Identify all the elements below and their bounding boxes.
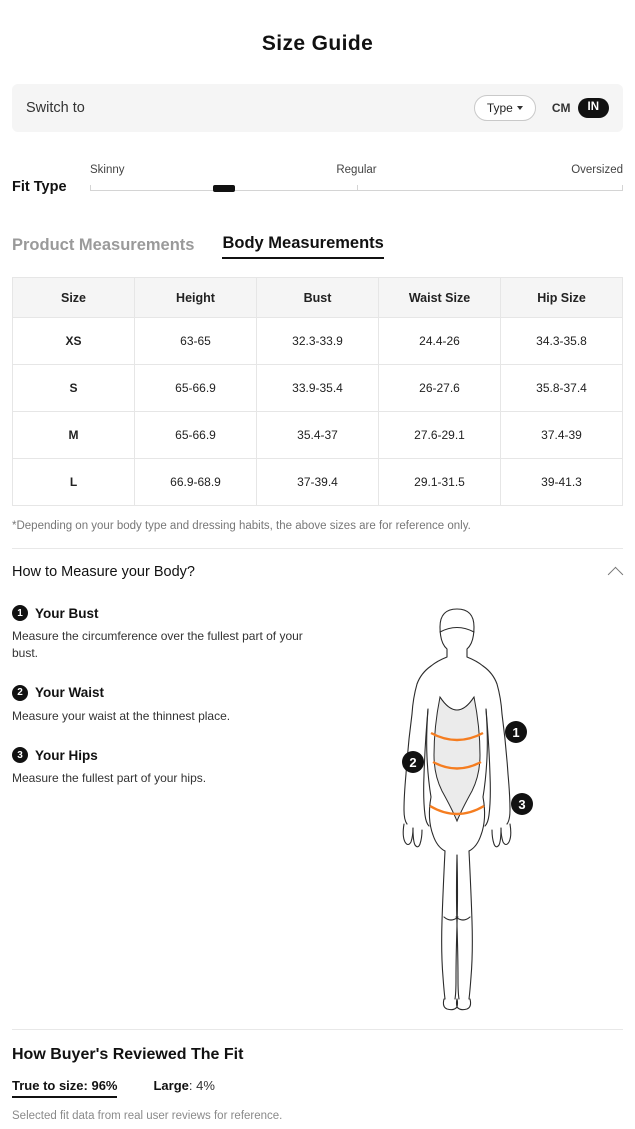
step-description: Measure the fullest part of your hips. [12,771,207,786]
col-hip: Hip Size [501,278,623,318]
review-large-label: Large [153,1078,189,1093]
step-title: Your Bust [35,605,99,621]
measure-step-waist [12,685,332,725]
measure-step-hips [12,747,332,787]
chevron-up-icon[interactable] [608,566,624,582]
measure-step-waist-head [12,685,332,701]
step-number-badge: 2 [12,685,28,701]
figure-marker-1 [505,721,527,743]
reviews-divider [12,1029,623,1030]
col-bust: Bust [257,278,379,318]
how-to-measure-steps [12,599,332,1019]
measurement-tabs [12,234,623,259]
fit-type-tick-regular: Regular [336,164,377,176]
cell-hip: 37.4-39 [501,412,623,459]
reviews-title: How Buyer's Reviewed The Fit [12,1046,244,1063]
body-figure [332,599,623,1019]
fit-type-tick-oversized: Oversized [571,164,623,176]
cell-height: 65-66.9 [135,412,257,459]
type-dropdown[interactable] [474,95,536,121]
reviews-fit-row [12,1078,623,1098]
step-title: Your Hips [35,747,98,763]
unit-toggle[interactable] [552,98,609,118]
step-description: Measure the circumference over the fullest part of your bust. [12,629,303,661]
measure-step-bust-head [12,605,332,621]
size-table [12,277,623,506]
how-to-measure-header[interactable] [12,549,623,595]
table-row [13,318,623,365]
cell-bust: 37-39.4 [257,459,379,506]
figure-marker-2 [402,751,424,773]
step-number-badge: 1 [12,605,28,621]
cell-size: XS [13,318,135,365]
female-body-diagram [332,599,622,1019]
figure-marker-3 [511,793,533,815]
table-header-row [13,278,623,318]
size-table-wrap [12,277,623,506]
fit-type-slider[interactable] [90,164,623,204]
fit-type-tick-skinny: Skinny [90,164,125,176]
cell-bust: 32.3-33.9 [257,318,379,365]
switch-to-bar [12,84,623,132]
review-large[interactable]: Large: 4% [153,1078,215,1093]
measure-step-bust [12,605,332,663]
col-waist: Waist Size [379,278,501,318]
cell-height: 66.9-68.9 [135,459,257,506]
how-to-measure-heading: How to Measure your Body? [12,564,195,580]
fit-type-notch-right [622,185,623,190]
cell-waist: 26-27.6 [379,365,501,412]
svg-text:2: 2 [409,755,417,770]
cell-waist: 29.1-31.5 [379,459,501,506]
cell-size: L [13,459,135,506]
svg-text:1: 1 [512,725,520,740]
step-description: Measure your waist at the thinnest place. [12,708,231,723]
switch-to-label: Switch to [26,100,85,116]
fit-type-notch-left [90,185,91,190]
cell-bust: 33.9-35.4 [257,365,379,412]
fit-type-track [90,190,623,191]
col-height: Height [135,278,257,318]
unit-in-option[interactable]: IN [578,98,610,118]
unit-cm-option[interactable]: CM [551,101,571,115]
table-row [13,412,623,459]
how-to-measure-body [12,599,623,1019]
cell-hip: 35.8-37.4 [501,365,623,412]
cell-height: 63-65 [135,318,257,365]
cell-waist: 24.4-26 [379,318,501,365]
step-number-badge: 3 [12,747,28,763]
page-title: Size Guide [261,32,374,55]
step-title: Your Waist [35,685,105,701]
tab-body-measurements[interactable]: Body Measurements [222,234,383,259]
tab-product-measurements[interactable]: Product Measurements [12,236,195,254]
review-true-to-size[interactable]: True to size: 96% [12,1078,117,1098]
cell-bust: 35.4-37 [257,412,379,459]
fit-type-slider-thumb[interactable] [213,185,235,192]
svg-text:3: 3 [518,797,526,812]
fit-type-section [12,154,623,210]
table-note: *Depending on your body type and dressing habits, the above sizes are for reference only. [12,520,471,532]
cell-size: S [13,365,135,412]
col-size: Size [13,278,135,318]
cell-waist: 27.6-29.1 [379,412,501,459]
review-large-value: 4% [196,1078,215,1093]
chevron-down-icon [517,106,523,110]
table-row [13,365,623,412]
type-dropdown-label: Type [486,101,513,115]
cell-hip: 34.3-35.8 [501,318,623,365]
fit-type-label: Fit Type [12,179,67,195]
cell-height: 65-66.9 [135,365,257,412]
fit-type-tick-labels [90,164,623,182]
cell-size: M [13,412,135,459]
cell-hip: 39-41.3 [501,459,623,506]
fit-type-notch-mid [357,185,358,190]
measure-step-hips-head [12,747,332,763]
table-row [13,459,623,506]
reviews-note: Selected fit data from real user reviews for reference. [12,1110,283,1122]
